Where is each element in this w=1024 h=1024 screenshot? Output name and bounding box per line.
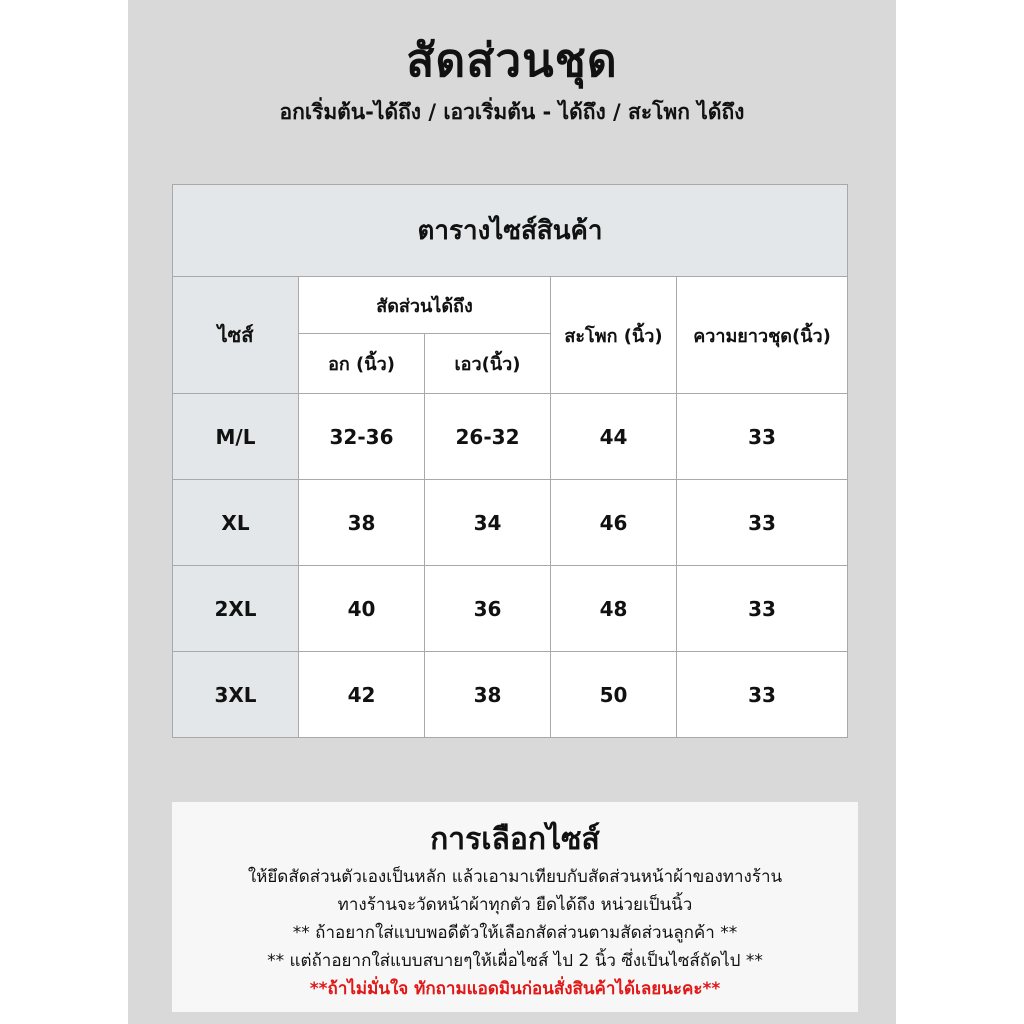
- row-chest: 42: [299, 652, 425, 738]
- guide-line: ** แต่ถ้าอยากใส่แบบสบายๆให้เผื่อไซส์ ไป 2 นิ้ว ซึ่งเป็นไซส์ถัดไป **: [267, 951, 763, 971]
- table-row: [173, 394, 848, 480]
- row-size: 3XL: [173, 652, 299, 738]
- row-size: XL: [173, 480, 299, 566]
- row-chest: 40: [299, 566, 425, 652]
- row-waist: 26-32: [425, 394, 551, 480]
- row-size: 2XL: [173, 566, 299, 652]
- header-length: ความยาวชุด(นิ้ว): [677, 277, 848, 394]
- table-row: [173, 480, 848, 566]
- table-row: [173, 652, 848, 738]
- row-hip: 50: [551, 652, 677, 738]
- header-fit-range: สัดส่วนได้ถึง: [299, 277, 551, 334]
- header-size: ไซส์: [173, 277, 299, 394]
- guide-title: การเลือกไซส์: [430, 822, 600, 857]
- row-waist: 36: [425, 566, 551, 652]
- guide-line: ให้ยึดสัดส่วนตัวเองเป็นหลัก แล้วเอามาเทียบกับสัดส่วนหน้าผ้าของทางร้าน: [247, 867, 783, 887]
- row-hip: 46: [551, 480, 677, 566]
- row-waist: 38: [425, 652, 551, 738]
- guide-line: ทางร้านจะวัดหน้าผ้าทุกตัว ยืดได้ถึง หน่วยเป็นนิ้ว: [337, 895, 693, 915]
- row-length: 33: [677, 566, 848, 652]
- size-guide-box: [172, 802, 858, 1012]
- table-caption: ตารางไซส์สินค้า: [173, 185, 848, 277]
- row-length: 33: [677, 652, 848, 738]
- guide-line: ** ถ้าอยากใส่แบบพอดีตัวให้เลือกสัดส่วนตามสัดส่วนลูกค้า **: [292, 923, 738, 943]
- row-length: 33: [677, 394, 848, 480]
- table-row: [173, 566, 848, 652]
- guide-warning: **ถ้าไม่มั่นใจ ทักถามแอดมินก่อนสั่งสินค้าได้เลยนะคะ**: [309, 979, 721, 999]
- page-title: สัดส่วนชุด: [406, 33, 618, 87]
- page-subtitle: อกเริ่มต้น-ได้ถึง / เอวเริ่มต้น - ได้ถึง / สะโพก ได้ถึง: [279, 100, 745, 124]
- size-table: [172, 184, 847, 738]
- size-chart-panel: [128, 0, 896, 1024]
- row-hip: 44: [551, 394, 677, 480]
- header-waist: เอว(นิ้ว): [425, 334, 551, 394]
- row-length: 33: [677, 480, 848, 566]
- row-hip: 48: [551, 566, 677, 652]
- row-waist: 34: [425, 480, 551, 566]
- header-chest: อก (นิ้ว): [299, 334, 425, 394]
- row-size: M/L: [173, 394, 299, 480]
- header-hip: สะโพก (นิ้ว): [551, 277, 677, 394]
- row-chest: 32-36: [299, 394, 425, 480]
- row-chest: 38: [299, 480, 425, 566]
